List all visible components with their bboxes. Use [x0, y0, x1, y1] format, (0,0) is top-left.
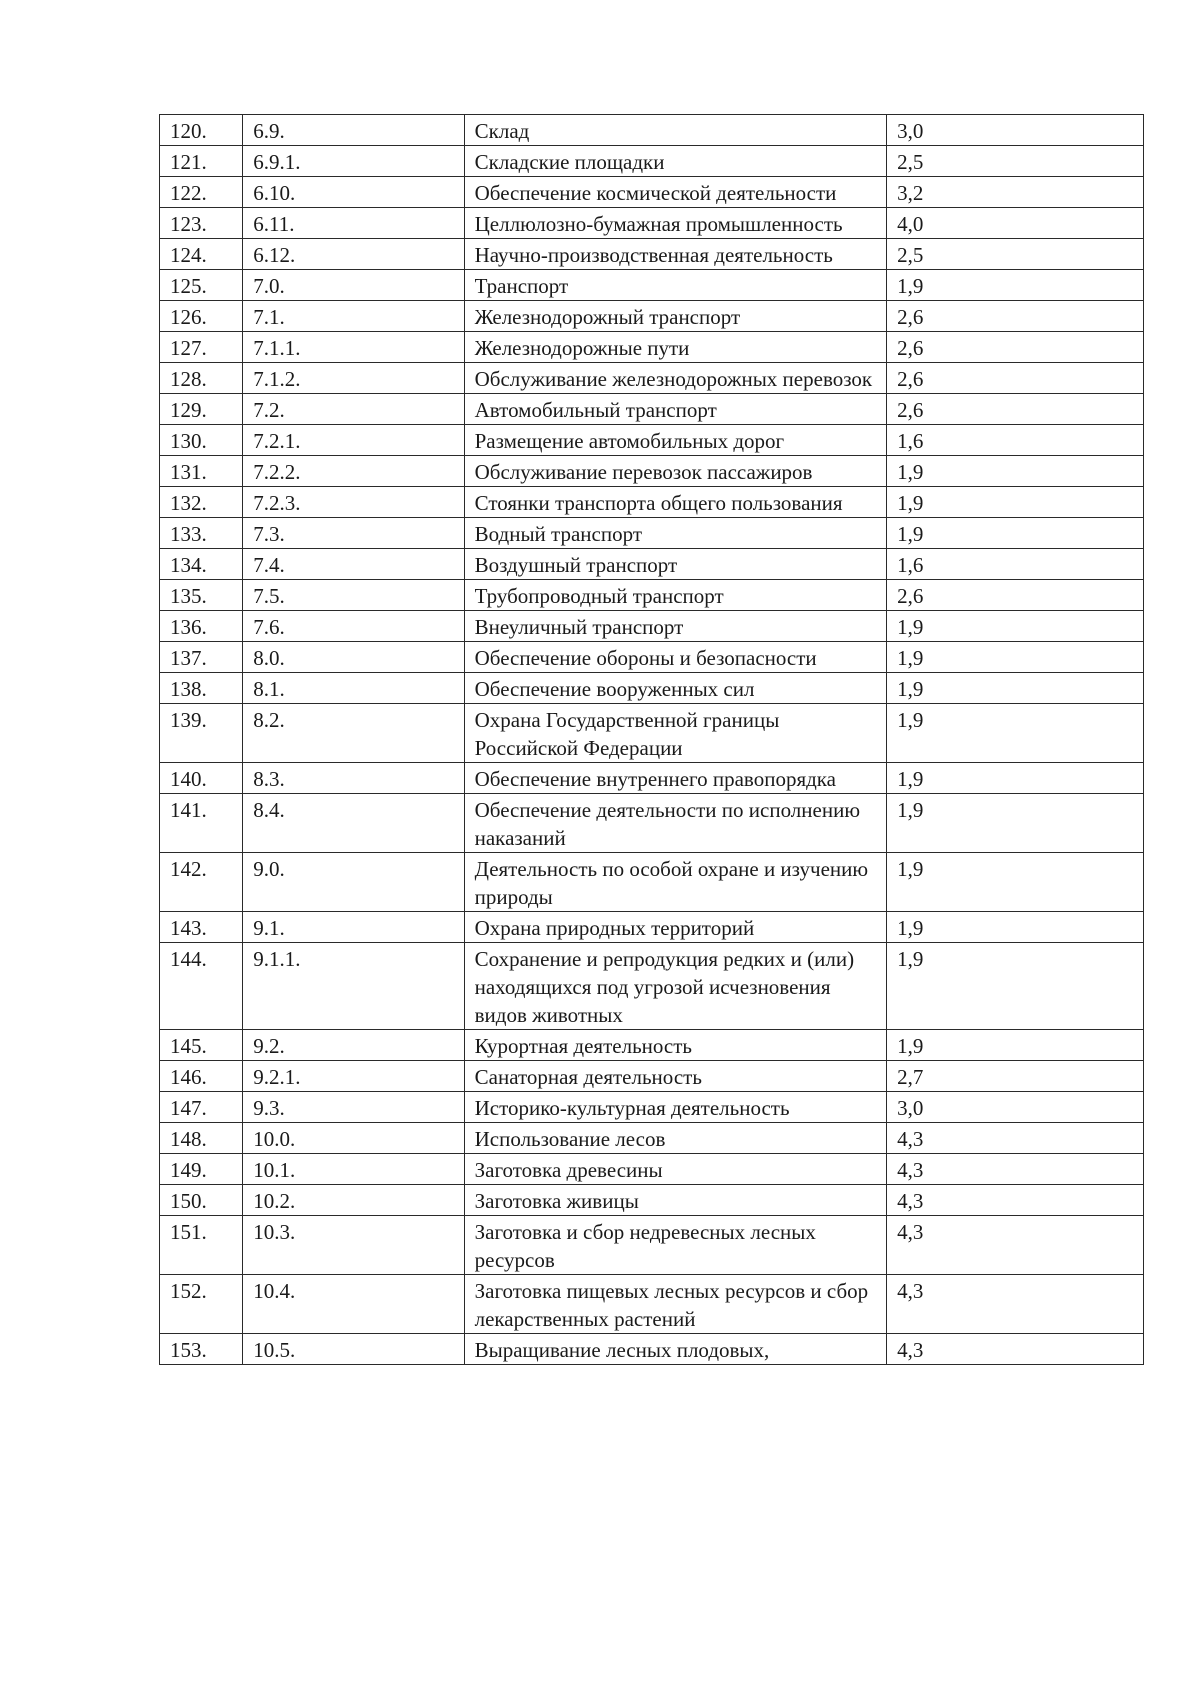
row-code: 9.0.	[243, 853, 464, 912]
row-name: Выращивание лесных плодовых,	[464, 1334, 886, 1365]
row-name: Склад	[464, 115, 886, 146]
row-name: Заготовка и сбор недревесных лесных ресурсов	[464, 1216, 886, 1275]
table-row	[160, 239, 1144, 270]
row-code: 7.2.2.	[243, 456, 464, 487]
table-row	[160, 146, 1144, 177]
row-value: 4,0	[887, 208, 1144, 239]
row-name: Научно-производственная деятельность	[464, 239, 886, 270]
row-name: Размещение автомобильных дорог	[464, 425, 886, 456]
row-code: 7.5.	[243, 580, 464, 611]
table-row	[160, 943, 1144, 1030]
row-number: 123.	[160, 208, 243, 239]
row-value: 1,9	[887, 912, 1144, 943]
row-number: 129.	[160, 394, 243, 425]
row-value: 4,3	[887, 1334, 1144, 1365]
row-name: Охрана природных территорий	[464, 912, 886, 943]
row-value: 4,3	[887, 1275, 1144, 1334]
table-row	[160, 794, 1144, 853]
row-number: 148.	[160, 1123, 243, 1154]
row-number: 127.	[160, 332, 243, 363]
table-row	[160, 363, 1144, 394]
row-number: 152.	[160, 1275, 243, 1334]
row-number: 125.	[160, 270, 243, 301]
row-code: 7.0.	[243, 270, 464, 301]
table-row	[160, 301, 1144, 332]
table-row	[160, 704, 1144, 763]
row-name: Обслуживание перевозок пассажиров	[464, 456, 886, 487]
row-code: 7.1.	[243, 301, 464, 332]
table-row	[160, 394, 1144, 425]
table-row	[160, 549, 1144, 580]
row-code: 10.5.	[243, 1334, 464, 1365]
table-row	[160, 456, 1144, 487]
table-row	[160, 208, 1144, 239]
row-name: Обеспечение космической деятельности	[464, 177, 886, 208]
table-row	[160, 912, 1144, 943]
row-name: Заготовка живицы	[464, 1185, 886, 1216]
row-number: 153.	[160, 1334, 243, 1365]
table-row	[160, 580, 1144, 611]
table-row	[160, 1275, 1144, 1334]
row-value: 1,9	[887, 763, 1144, 794]
row-number: 121.	[160, 146, 243, 177]
row-value: 1,9	[887, 270, 1144, 301]
row-code: 7.2.3.	[243, 487, 464, 518]
row-number: 145.	[160, 1030, 243, 1061]
row-value: 2,6	[887, 332, 1144, 363]
row-code: 8.3.	[243, 763, 464, 794]
table-row	[160, 115, 1144, 146]
row-code: 7.3.	[243, 518, 464, 549]
row-value: 1,6	[887, 549, 1144, 580]
row-code: 8.1.	[243, 673, 464, 704]
row-value: 2,6	[887, 301, 1144, 332]
row-value: 1,9	[887, 487, 1144, 518]
row-number: 141.	[160, 794, 243, 853]
row-number: 139.	[160, 704, 243, 763]
row-number: 132.	[160, 487, 243, 518]
row-number: 149.	[160, 1154, 243, 1185]
row-name: Курортная деятельность	[464, 1030, 886, 1061]
table-body	[160, 115, 1144, 1365]
row-name: Стоянки транспорта общего пользования	[464, 487, 886, 518]
table-row	[160, 763, 1144, 794]
row-name: Использование лесов	[464, 1123, 886, 1154]
row-value: 1,6	[887, 425, 1144, 456]
table-row	[160, 425, 1144, 456]
row-name: Заготовка древесины	[464, 1154, 886, 1185]
row-name: Железнодорожный транспорт	[464, 301, 886, 332]
row-name: Сохранение и репродукция редких и (или) находящихся под угрозой исчезновения видов животных	[464, 943, 886, 1030]
row-value: 1,9	[887, 673, 1144, 704]
row-name: Целлюлозно-бумажная промышленность	[464, 208, 886, 239]
row-number: 120.	[160, 115, 243, 146]
row-value: 1,9	[887, 611, 1144, 642]
row-name: Историко-культурная деятельность	[464, 1092, 886, 1123]
row-name: Обслуживание железнодорожных перевозок	[464, 363, 886, 394]
row-code: 6.11.	[243, 208, 464, 239]
row-name: Трубопроводный транспорт	[464, 580, 886, 611]
row-code: 8.0.	[243, 642, 464, 673]
row-code: 9.1.	[243, 912, 464, 943]
row-number: 142.	[160, 853, 243, 912]
table-row	[160, 853, 1144, 912]
row-number: 144.	[160, 943, 243, 1030]
row-value: 4,3	[887, 1216, 1144, 1275]
row-number: 143.	[160, 912, 243, 943]
row-name: Складские площадки	[464, 146, 886, 177]
row-value: 2,5	[887, 239, 1144, 270]
row-number: 137.	[160, 642, 243, 673]
row-value: 1,9	[887, 943, 1144, 1030]
table-row	[160, 642, 1144, 673]
row-value: 3,2	[887, 177, 1144, 208]
row-value: 1,9	[887, 853, 1144, 912]
row-name: Внеуличный транспорт	[464, 611, 886, 642]
row-number: 147.	[160, 1092, 243, 1123]
land-use-table	[159, 114, 1144, 1365]
row-value: 1,9	[887, 456, 1144, 487]
row-code: 10.2.	[243, 1185, 464, 1216]
row-number: 133.	[160, 518, 243, 549]
row-code: 6.10.	[243, 177, 464, 208]
row-code: 10.1.	[243, 1154, 464, 1185]
row-name: Водный транспорт	[464, 518, 886, 549]
table-row	[160, 177, 1144, 208]
row-number: 128.	[160, 363, 243, 394]
row-code: 9.1.1.	[243, 943, 464, 1030]
row-value: 4,3	[887, 1185, 1144, 1216]
row-code: 6.9.	[243, 115, 464, 146]
row-value: 2,7	[887, 1061, 1144, 1092]
row-number: 126.	[160, 301, 243, 332]
row-value: 4,3	[887, 1154, 1144, 1185]
row-number: 131.	[160, 456, 243, 487]
table-row	[160, 487, 1144, 518]
row-code: 7.4.	[243, 549, 464, 580]
row-value: 1,9	[887, 642, 1144, 673]
row-name: Охрана Государственной границы Российской Федерации	[464, 704, 886, 763]
row-number: 124.	[160, 239, 243, 270]
row-code: 8.4.	[243, 794, 464, 853]
row-code: 7.1.1.	[243, 332, 464, 363]
row-name: Обеспечение внутреннего правопорядка	[464, 763, 886, 794]
row-number: 135.	[160, 580, 243, 611]
table-row	[160, 1030, 1144, 1061]
row-number: 134.	[160, 549, 243, 580]
table-row	[160, 1061, 1144, 1092]
row-value: 1,9	[887, 794, 1144, 853]
row-code: 7.1.2.	[243, 363, 464, 394]
table-row	[160, 1154, 1144, 1185]
table-row	[160, 332, 1144, 363]
row-code: 10.3.	[243, 1216, 464, 1275]
row-name: Транспорт	[464, 270, 886, 301]
row-name: Обеспечение вооруженных сил	[464, 673, 886, 704]
row-code: 7.2.1.	[243, 425, 464, 456]
row-code: 10.0.	[243, 1123, 464, 1154]
row-number: 138.	[160, 673, 243, 704]
row-code: 8.2.	[243, 704, 464, 763]
row-value: 2,6	[887, 394, 1144, 425]
table-row	[160, 1123, 1144, 1154]
row-number: 151.	[160, 1216, 243, 1275]
row-name: Деятельность по особой охране и изучению природы	[464, 853, 886, 912]
row-name: Обеспечение обороны и безопасности	[464, 642, 886, 673]
row-code: 7.6.	[243, 611, 464, 642]
row-number: 150.	[160, 1185, 243, 1216]
row-code: 9.2.	[243, 1030, 464, 1061]
row-code: 6.12.	[243, 239, 464, 270]
row-code: 9.3.	[243, 1092, 464, 1123]
row-number: 146.	[160, 1061, 243, 1092]
table-row	[160, 1216, 1144, 1275]
row-code: 10.4.	[243, 1275, 464, 1334]
table-row	[160, 611, 1144, 642]
row-value: 3,0	[887, 1092, 1144, 1123]
row-name: Воздушный транспорт	[464, 549, 886, 580]
row-value: 1,9	[887, 704, 1144, 763]
row-name: Автомобильный транспорт	[464, 394, 886, 425]
row-name: Заготовка пищевых лесных ресурсов и сбор лекарственных растений	[464, 1275, 886, 1334]
row-value: 2,6	[887, 363, 1144, 394]
table-row	[160, 1334, 1144, 1365]
table-row	[160, 1185, 1144, 1216]
row-name: Железнодорожные пути	[464, 332, 886, 363]
row-value: 1,9	[887, 1030, 1144, 1061]
row-number: 136.	[160, 611, 243, 642]
row-name: Обеспечение деятельности по исполнению наказаний	[464, 794, 886, 853]
row-code: 7.2.	[243, 394, 464, 425]
table-row	[160, 270, 1144, 301]
row-value: 3,0	[887, 115, 1144, 146]
row-value: 1,9	[887, 518, 1144, 549]
row-number: 122.	[160, 177, 243, 208]
row-code: 6.9.1.	[243, 146, 464, 177]
row-number: 140.	[160, 763, 243, 794]
row-code: 9.2.1.	[243, 1061, 464, 1092]
row-value: 2,6	[887, 580, 1144, 611]
row-value: 4,3	[887, 1123, 1144, 1154]
row-number: 130.	[160, 425, 243, 456]
table-row	[160, 1092, 1144, 1123]
table-row	[160, 673, 1144, 704]
table-row	[160, 518, 1144, 549]
row-value: 2,5	[887, 146, 1144, 177]
row-name: Санаторная деятельность	[464, 1061, 886, 1092]
